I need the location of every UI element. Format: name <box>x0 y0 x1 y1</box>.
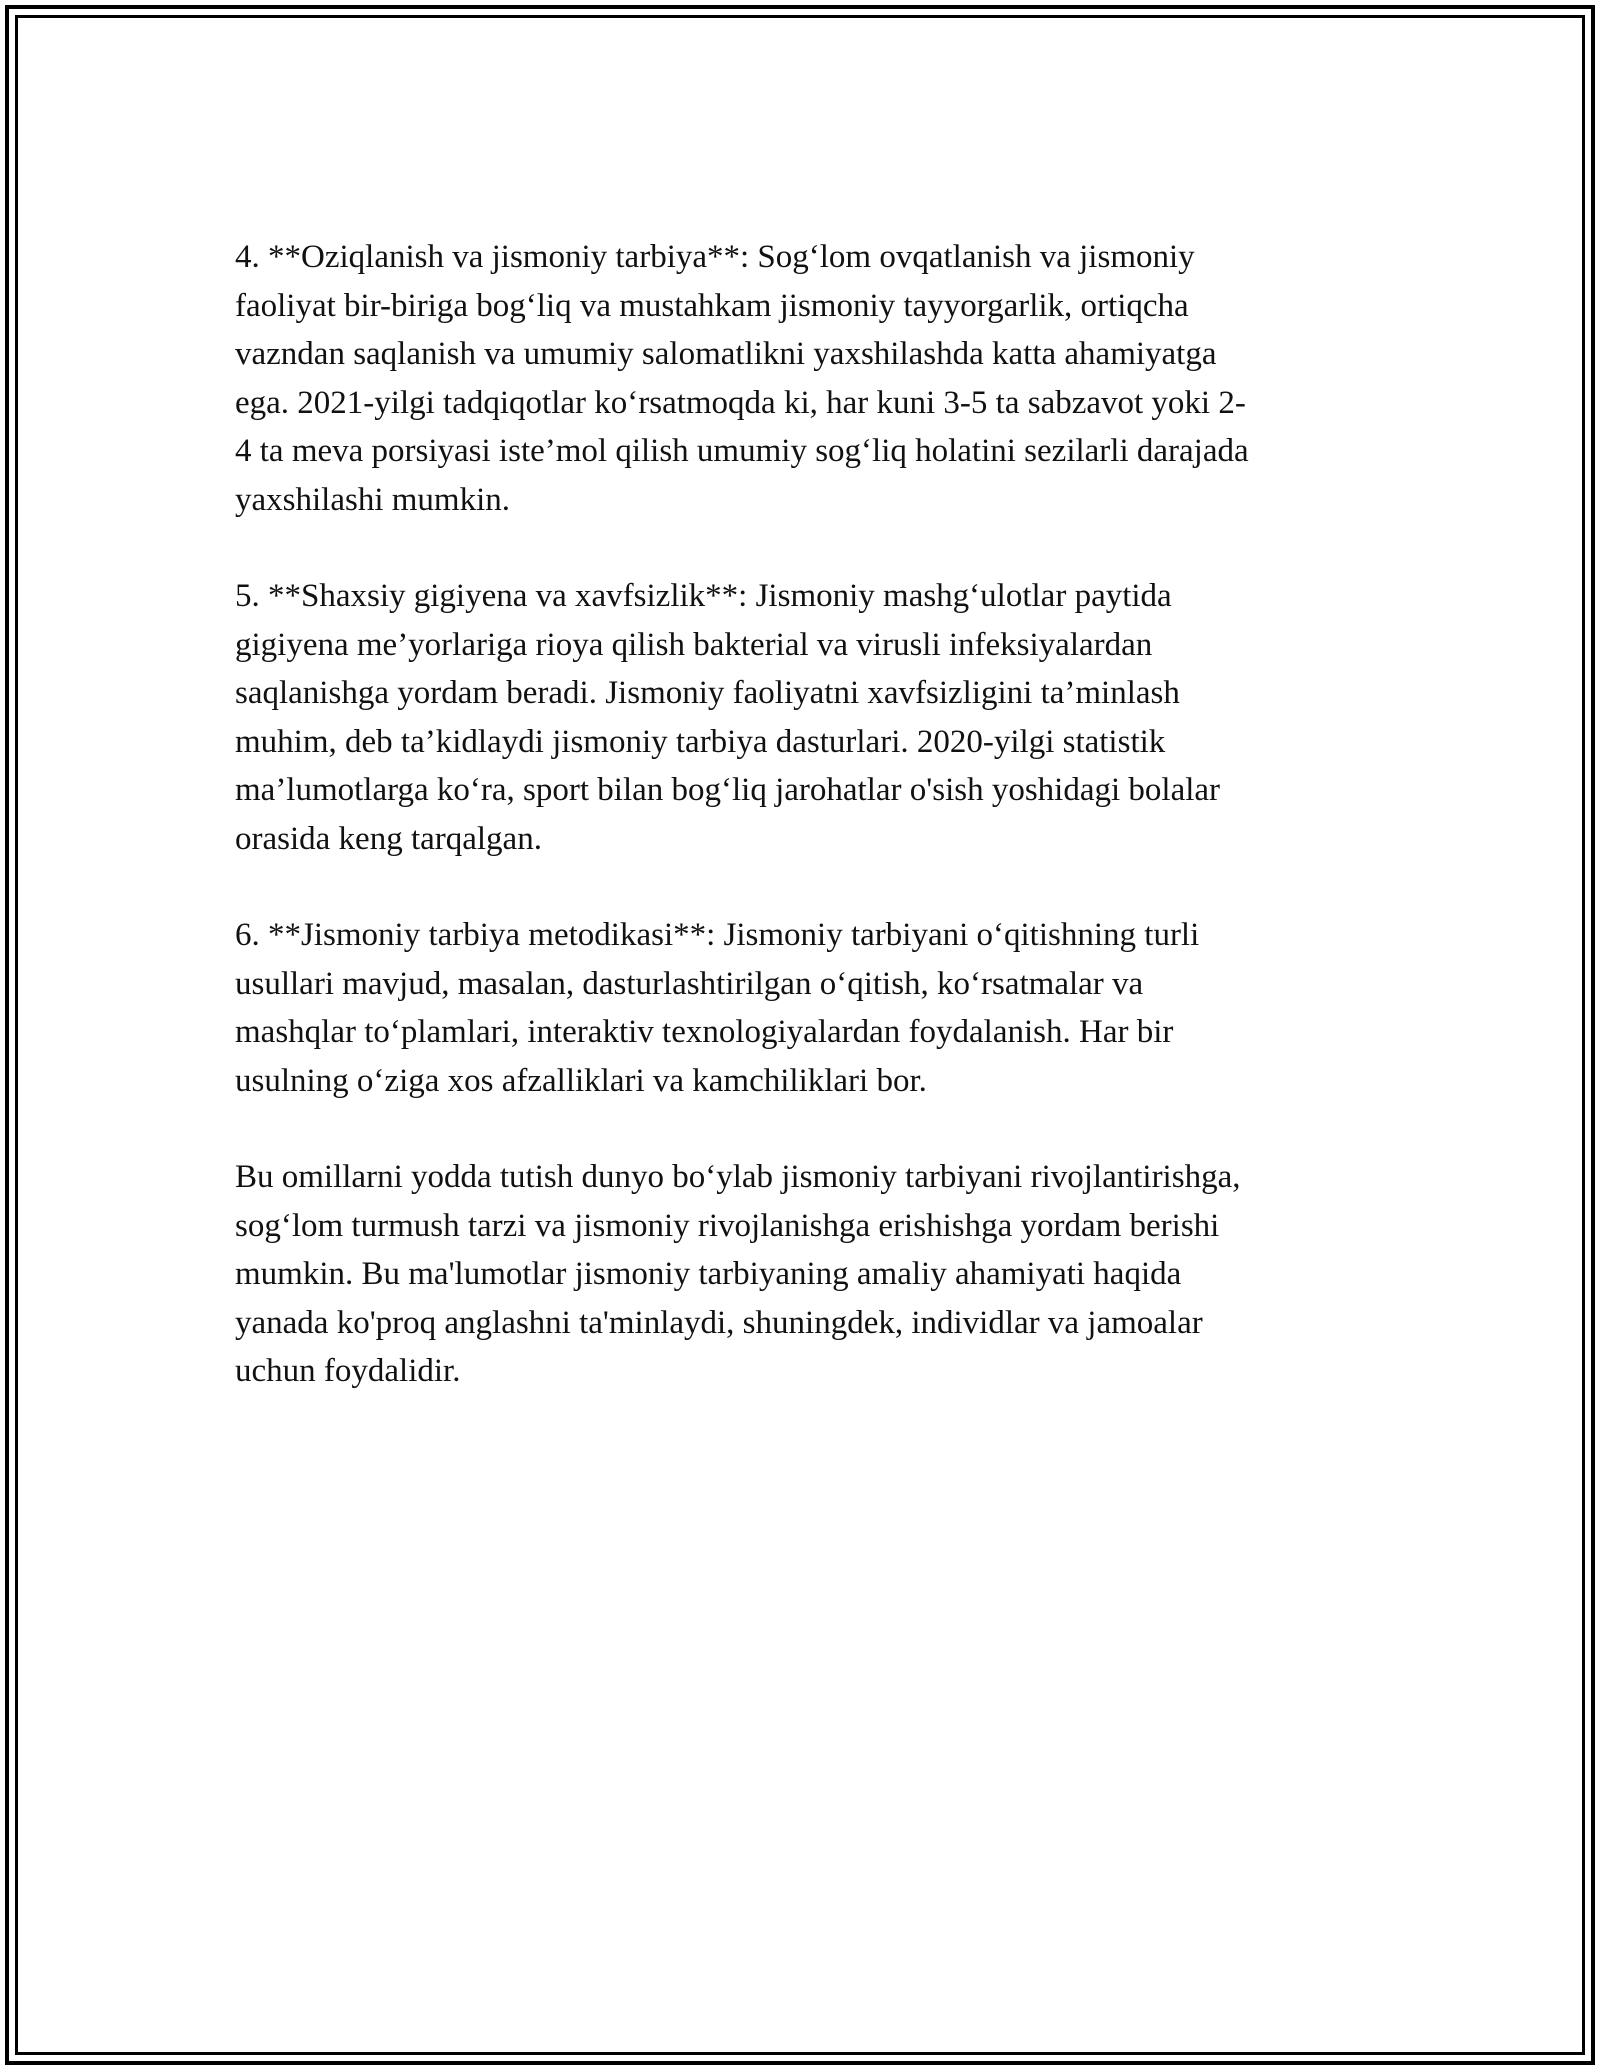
text-line: saqlanishga yordam beradi. Jismoniy faoliyatni xavfsizligini ta’minlash <box>235 675 1180 711</box>
document-body <box>235 233 1365 1444</box>
text-line: sog‘lom turmush tarzi va jismoniy rivojlanishga erishishga yordam berishi <box>235 1207 1220 1244</box>
text-line: uchun foydalidir. <box>235 1353 461 1389</box>
text-line: yaxshilashi mumkin. <box>235 481 510 518</box>
text-line: 4. **Oziqlanish va jismoniy tarbiya**: Sog‘lom ovqatlanish va jismoniy <box>235 239 1195 275</box>
text-line: 4 ta meva porsiyasi iste’mol qilish umumiy sog‘liq holatini sezilarli darajada <box>235 433 1249 469</box>
text-line: 5. **Shaxsiy gigiyena va xavfsizlik**: Jismoniy mashg‘ulotlar paytida <box>235 578 1172 614</box>
text-line: Bu omillarni yodda tutish dunyo bo‘ylab jismoniy tarbiyani rivojlantirishga, <box>235 1159 1241 1195</box>
text-line: gigiyena me’yorlariga rioya qilish bakterial va virusli infeksiyalardan <box>235 626 1153 663</box>
paragraph-hygiene-safety <box>235 572 1365 863</box>
text-line: usullari mavjud, masalan, dasturlashtirilgan o‘qitish, ko‘rsatmalar va <box>235 965 1144 1002</box>
paragraph-nutrition <box>235 233 1365 524</box>
text-line: mashqlar to‘plamlari, interaktiv texnologiyalardan foydalanish. Har bir <box>235 1014 1174 1050</box>
text-line: yanada ko'proq anglashni ta'minlaydi, shuningdek, individlar va jamoalar <box>235 1304 1203 1341</box>
text-line: muhim, deb ta’kidlaydi jismoniy tarbiya dasturlari. 2020-yilgi statistik <box>235 723 1166 760</box>
text-line: 6. **Jismoniy tarbiya metodikasi**: Jismoniy tarbiyani o‘qitishning turli <box>235 917 1200 953</box>
text-line: vazndan saqlanish va umumiy salomatlikni yaxshilashda katta ahamiyatga <box>235 336 1217 372</box>
text-line: faoliyat bir-biriga bog‘liq va mustahkam jismoniy tayyorgarlik, ortiqcha <box>235 287 1189 324</box>
text-line: usulning o‘ziga xos afzalliklari va kamchiliklari bor. <box>235 1062 927 1099</box>
text-line: ega. 2021-yilgi tadqiqotlar ko‘rsatmoqda ki, har kuni 3-5 ta sabzavot yoki 2- <box>235 384 1246 421</box>
text-line: mumkin. Bu ma'lumotlar jismoniy tarbiyaning amaliy ahamiyati haqida <box>235 1256 1182 1292</box>
paragraph-conclusion <box>235 1153 1365 1396</box>
paragraph-methodology <box>235 911 1365 1105</box>
text-line: ma’lumotlarga ko‘ra, sport bilan bog‘liq jarohatlar o'sish yoshidagi bolalar <box>235 772 1221 808</box>
text-line: orasida keng tarqalgan. <box>235 820 542 857</box>
